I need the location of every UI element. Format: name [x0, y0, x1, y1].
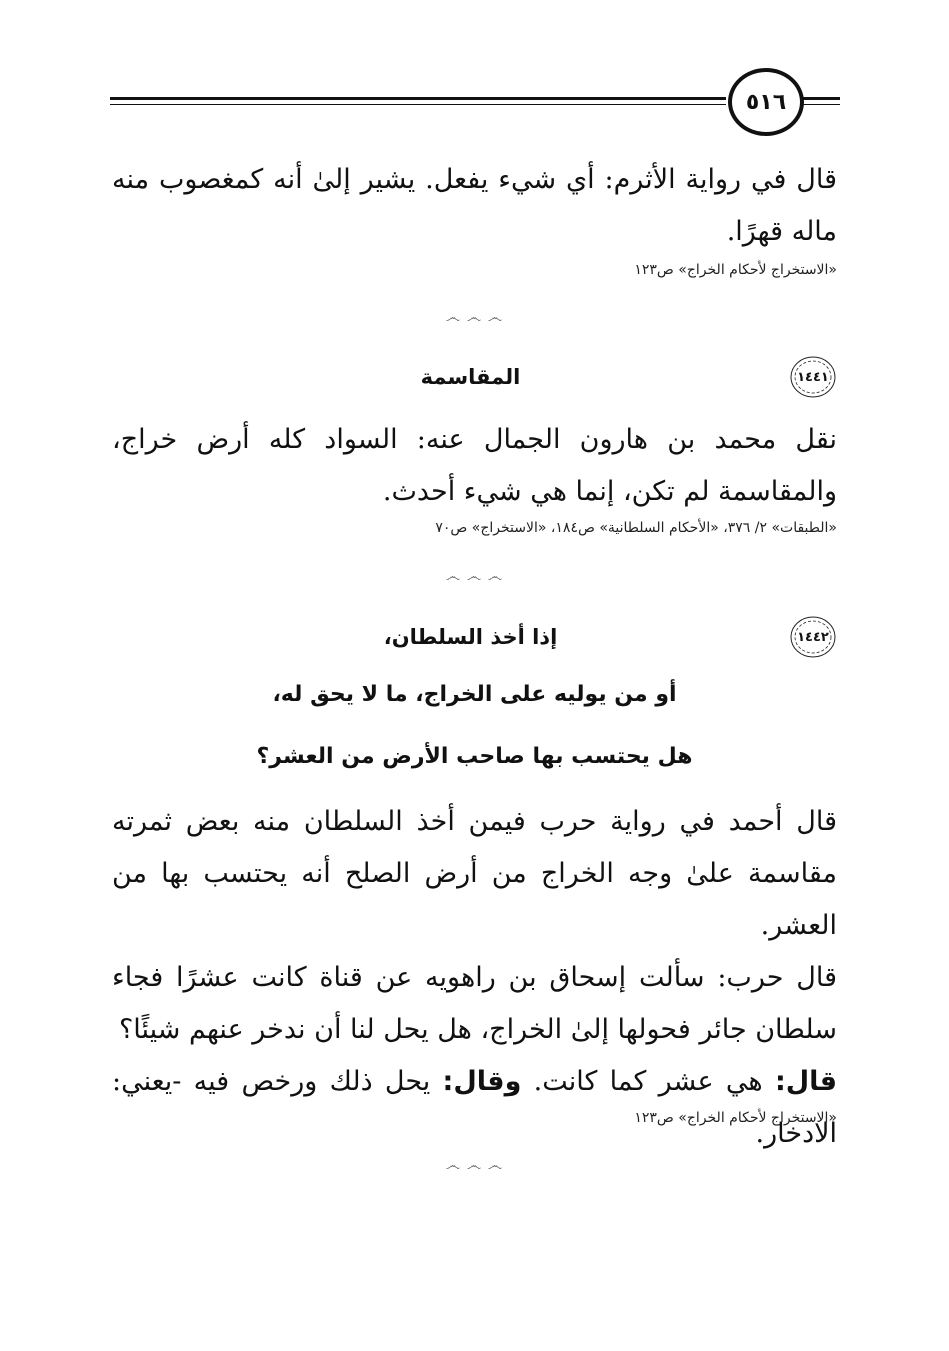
ornament-divider: ෴ ෴ ෴ [445, 1156, 504, 1174]
section-title-line: هل يحتسب بها صاحب الأرض من العشر؟ [256, 744, 693, 769]
page-number: ٥١٦ [728, 68, 804, 136]
entry-number-badge [789, 355, 837, 399]
header-rule-bottom [110, 104, 726, 105]
paragraph [112, 796, 837, 1160]
ornament-divider: ෴ ෴ ෴ [445, 567, 504, 585]
qa-lead: وقال: [442, 1066, 522, 1097]
header-rule-right-thin [800, 104, 840, 105]
paragraph: نقل محمد بن هارون الجمال عنه: السواد كله أرض خراج، والمقاسمة لم تكن، إنما هي شيء أحدث. [112, 424, 837, 507]
paragraph: قال في رواية الأثرم: أي شيء يفعل. يشير إلىٰ أنه كمغصوب منه ماله قهرًا. [112, 164, 837, 247]
qa-paragraph [112, 1056, 837, 1160]
ornament-divider: ෴ ෴ ෴ [445, 308, 504, 326]
entry-number: ١٤٤٢ [797, 629, 829, 645]
section-title: إذا أخذ السلطان، [383, 625, 558, 649]
entry-number-badge [789, 615, 837, 659]
entry-number: ١٤٤١ [797, 369, 829, 385]
section-heading [112, 352, 837, 402]
section-title-line: أو من يوليه على الخراج، ما لا يحق له، [272, 682, 677, 707]
source-citation: «الاستخراج لأحكام الخراج» ص١٢٣ [634, 1110, 837, 1126]
qa-lead: قال: [774, 1066, 837, 1097]
header-rule-right [800, 97, 840, 100]
source-citation: «الاستخراج لأحكام الخراج» ص١٢٣ [634, 262, 837, 278]
paragraph-line: قال حرب: سألت إسحاق بن راهويه عن قناة كانت عشرًا فجاء سلطان جائر فحولها إلىٰ الخراج، هل يحل لنا أن ندخر عنهم شيئًا؟ [112, 962, 837, 1045]
paragraph-line: قال أحمد في رواية حرب فيمن أخذ السلطان منه بعض ثمرته مقاسمة علىٰ وجه الخراج من أرض الصلح أنه يحتسب بها من العشر. [112, 806, 837, 941]
qa-text: هي عشر كما كانت. [521, 1066, 775, 1097]
source-citation: «الطبقات» ٢/ ٣٧٦، «الأحكام السلطانية» ص١٨٤، «الاستخراج» ص٧٠ [435, 520, 837, 536]
section-heading [112, 612, 837, 662]
qa-text: يحل ذلك ورخص فيه -يعني: الادخار. [112, 1066, 837, 1149]
section-title: المقاسمة [420, 365, 521, 389]
header-rule-top [110, 97, 726, 100]
